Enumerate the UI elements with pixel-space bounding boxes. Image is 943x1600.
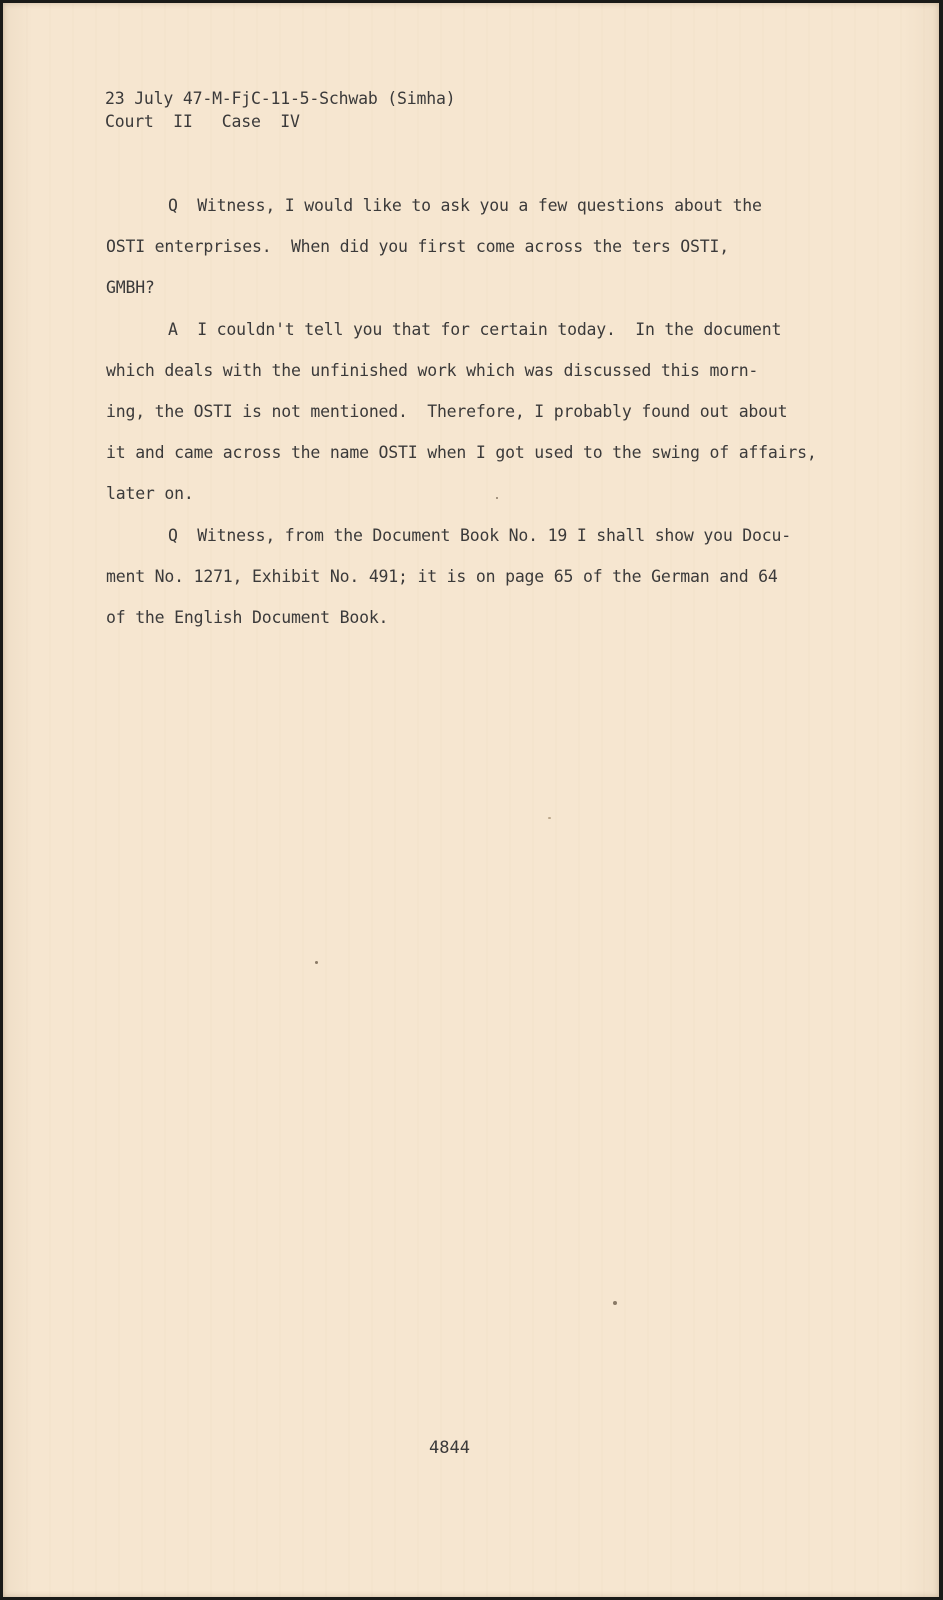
- paper-speck: [496, 497, 498, 499]
- header-case-reference: 23 July 47-M-FjC-11-5-Schwab (Simha): [105, 89, 456, 108]
- document-header: [105, 87, 455, 133]
- question-paragraph: [106, 515, 866, 639]
- text-line: OSTI enterprises. When did you first come across the ters OSTI,: [106, 237, 729, 257]
- text-line: GMBH?: [106, 278, 155, 298]
- header-court-case: Court II Case IV: [105, 112, 300, 131]
- text-line: ment No. 1271, Exhibit No. 491; it is on page 65 of the German and 64: [106, 566, 778, 586]
- answer-paragraph: [106, 309, 866, 515]
- paper-speck: [613, 1301, 617, 1305]
- text-line: it and came across the name OSTI when I got used to the swing of affairs,: [106, 443, 817, 463]
- text-line: which deals with the unfinished work which was discussed this morn-: [106, 360, 759, 380]
- transcript-body: [106, 185, 866, 638]
- question-paragraph: [106, 185, 866, 309]
- text-line: A I couldn't tell you that for certain today. In the document: [168, 319, 782, 339]
- text-line: of the English Document Book.: [106, 608, 389, 628]
- paper-speck: [315, 961, 318, 964]
- text-line: later on.: [106, 484, 194, 504]
- text-line: ing, the OSTI is not mentioned. Therefore, I probably found out about: [106, 402, 788, 422]
- text-line: Q Witness, I would like to ask you a few questions about the: [168, 196, 762, 215]
- document-page: [3, 3, 939, 1597]
- paper-speck: [548, 817, 551, 819]
- text-line: Q Witness, from the Document Book No. 19 I shall show you Docu-: [168, 525, 791, 545]
- page-number: 4844: [429, 1438, 470, 1458]
